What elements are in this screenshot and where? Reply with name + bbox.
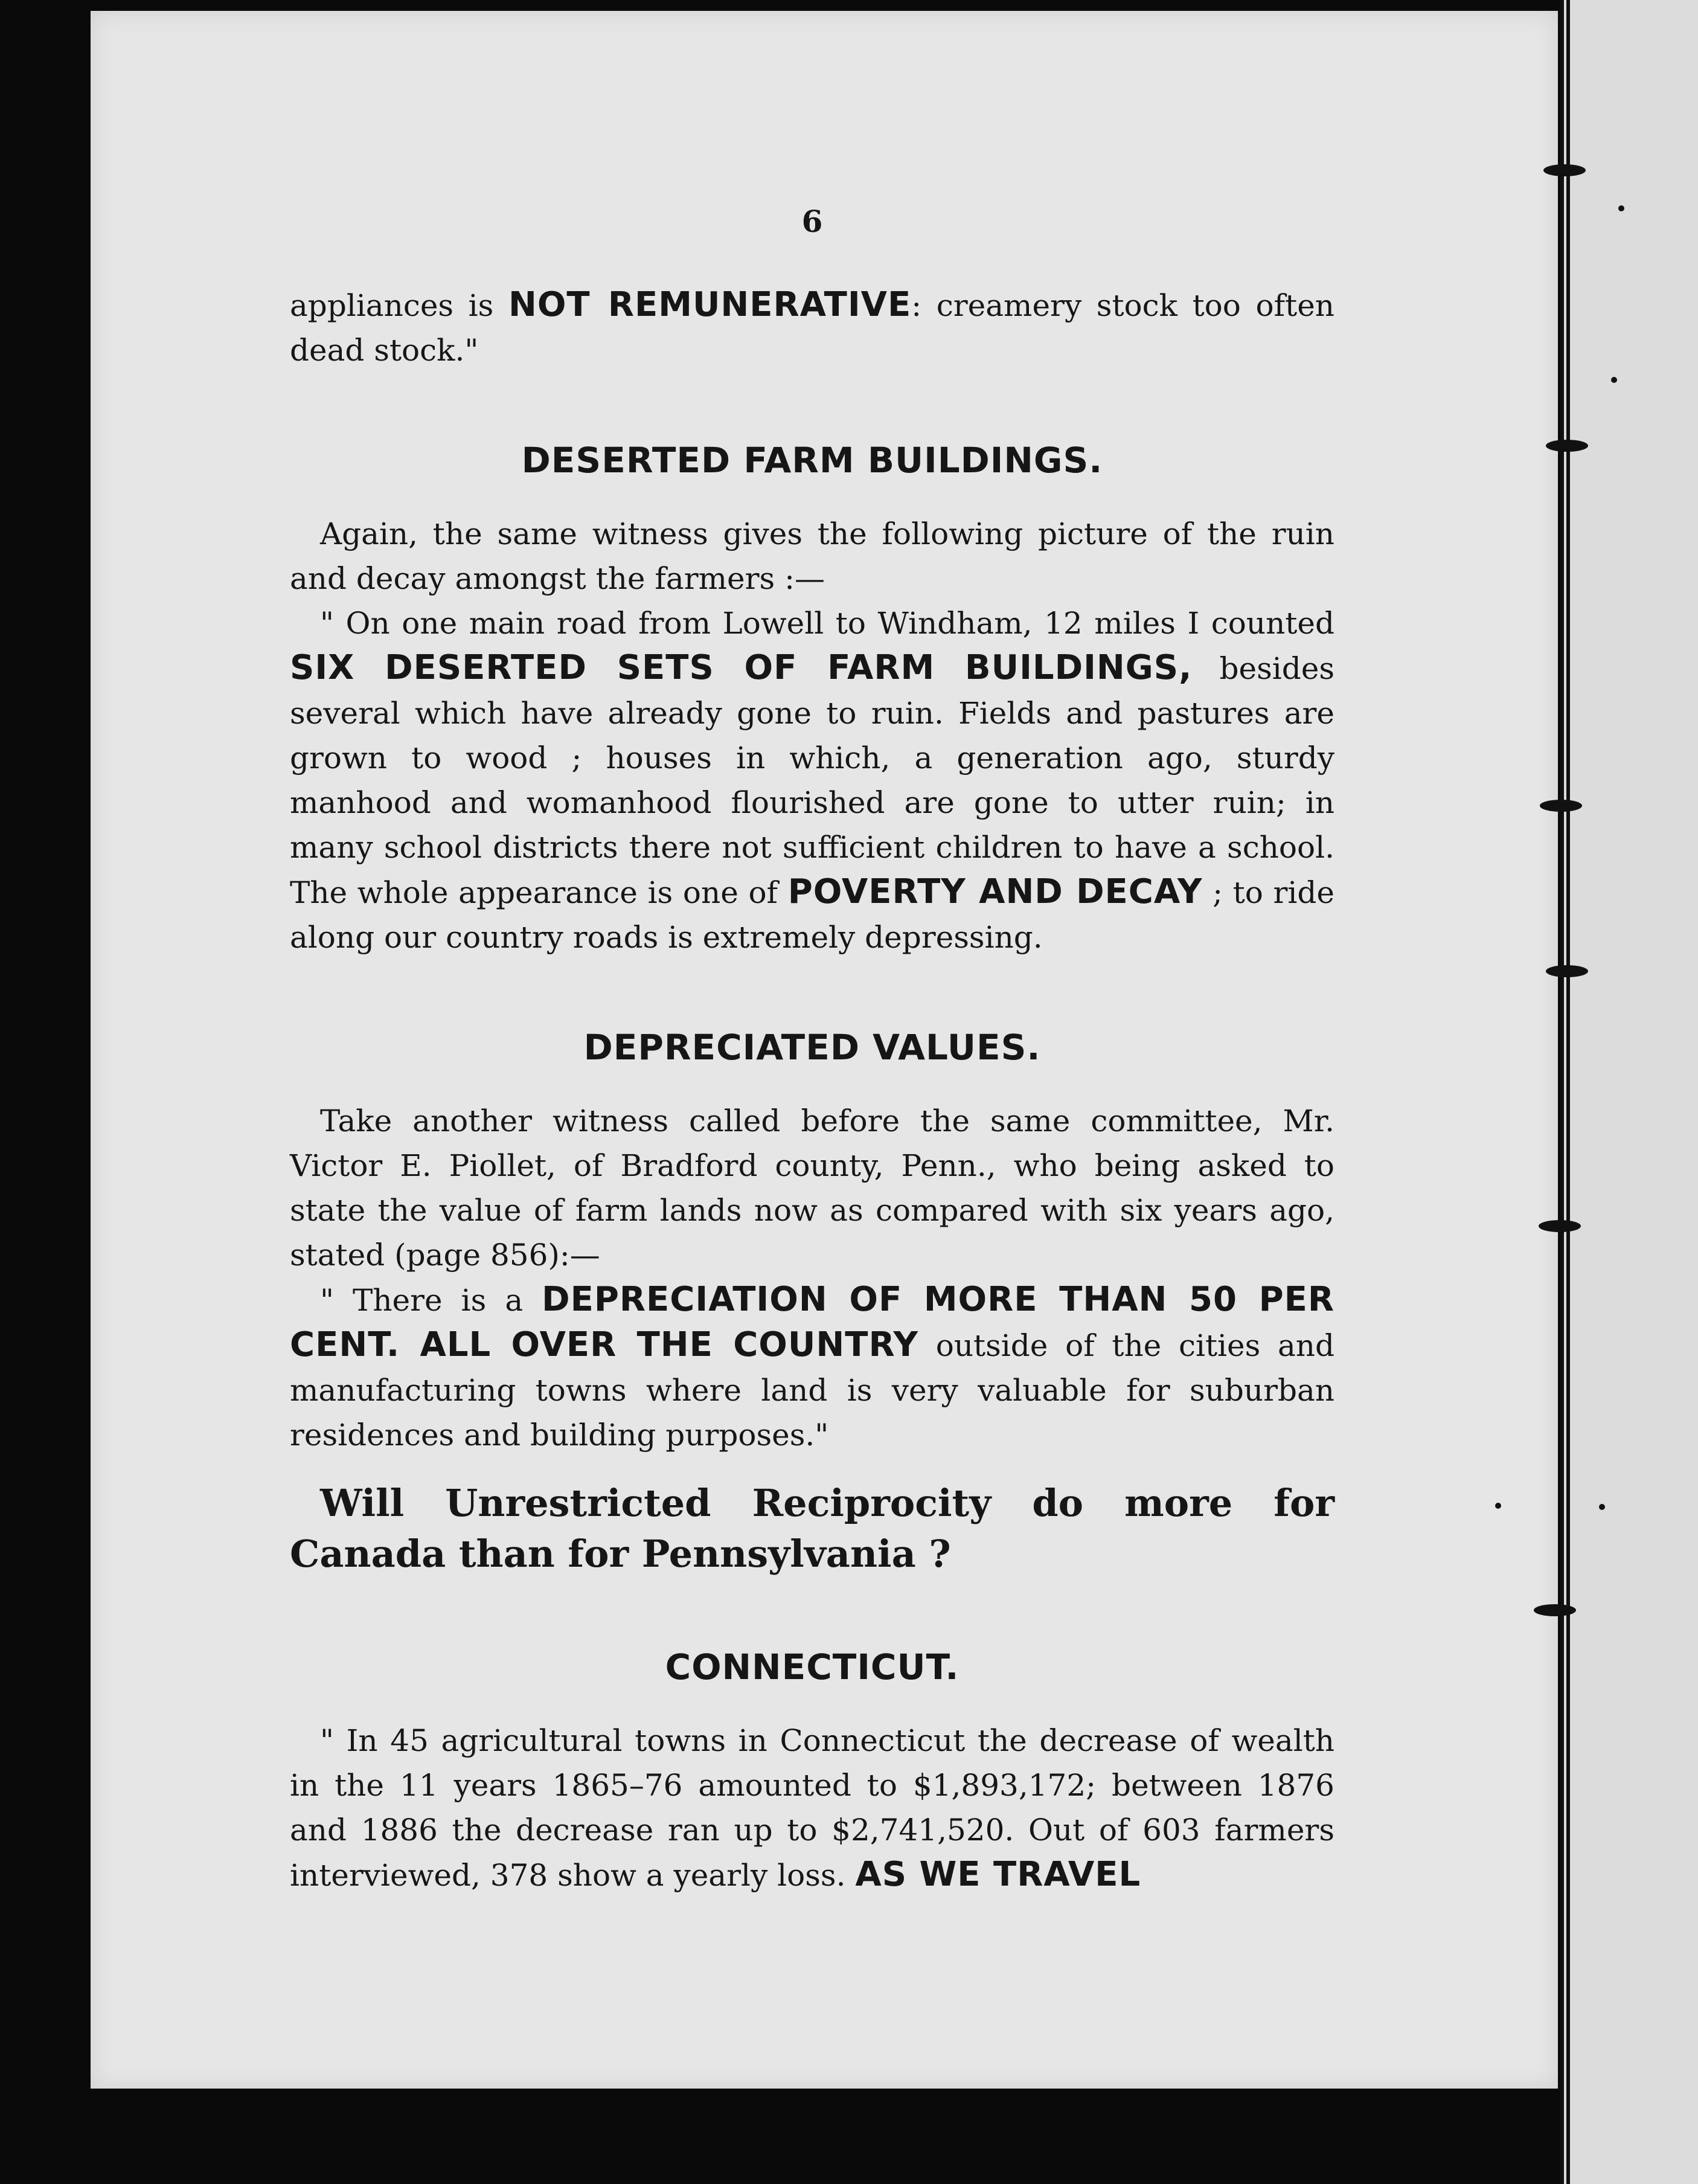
emphasis-not-remunerative: NOT REMUNERATIVE (508, 285, 912, 324)
paragraph-quote (290, 1277, 1334, 1457)
emphasis-depreciation: DEPRECIATION OF MORE THAN 50 PER CENT. ALL OVER THE COUNTRY (290, 1280, 1334, 1364)
quote-text: outside of the cities and manufacturing towns where land is very valuable for suburban residences and building purposes." (290, 1328, 1334, 1453)
page-text (290, 199, 1334, 1898)
speck (1495, 1503, 1501, 1509)
paragraph-connecticut (290, 1718, 1334, 1898)
heading-depreciated-values: DEPRECIATED VALUES. (583, 1027, 1041, 1068)
page-number: 6 (801, 204, 823, 239)
binding-mark (1540, 800, 1582, 812)
adjacent-page-edge (1563, 0, 1698, 2184)
top-paragraph (290, 283, 1334, 373)
binding-mark (1543, 164, 1586, 176)
quote-text: besides several which have already gone to ruin. Fields and pastures are grown to wood ; houses in which, a generation ago, sturdy manhood and womanhood flourished are gone to utter ruin; in many school districts there not sufficient children to have a school. The whole appearance is one of (290, 651, 1334, 910)
quote-text: ; to ride along our country roads is extremely depressing. (290, 875, 1334, 955)
quote-text: " There is a (320, 1283, 542, 1318)
connecticut-text: " In 45 agricultural towns in Connecticut the decrease of wealth in the 11 years 1865–76 amounted to $1,893,172; between 1876 and 1886 the decrease ran up to $2,741,520. Out of 603 farmers interviewed, 378 show a yearly loss. (290, 1723, 1334, 1893)
speck (1611, 377, 1617, 383)
binding-mark (1534, 1604, 1576, 1616)
question-reciprocity: Will Unrestricted Reciprocity do more for Canada than for Pennsylvania ? (290, 1481, 1334, 1576)
emphasis-poverty-decay: POVERTY AND DECAY (787, 872, 1203, 911)
speck (1618, 205, 1624, 211)
page-edge-line (1560, 0, 1564, 2184)
speck (1599, 1504, 1605, 1510)
paragraph-quote (290, 601, 1334, 960)
top-text-a: appliances is (290, 288, 508, 323)
binding-line (1566, 0, 1570, 2184)
emphasis-as-we-travel: AS WE TRAVEL (855, 1855, 1141, 1894)
emphasis-six-deserted: SIX DESERTED SETS OF FARM BUILDINGS, (290, 648, 1193, 687)
heading-deserted-farm-buildings: DESERTED FARM BUILDINGS. (521, 440, 1103, 481)
paragraph-intro: Take another witness called before the same committee, Mr. Victor E. Piollet, of Bradford county, Penn., who being asked to state the value of farm lands now as compared with six years ago, stated (page 856):— (290, 1103, 1334, 1273)
quote-text: " On one main road from Lowell to Windham, 12 miles I counted (320, 606, 1334, 641)
binding-mark (1546, 440, 1588, 452)
binding-mark (1546, 965, 1588, 977)
paragraph-intro: Again, the same witness gives the following picture of the ruin and decay amongst the farmers :— (290, 516, 1334, 596)
heading-connecticut: CONNECTICUT. (665, 1646, 960, 1688)
top-text-c: : creamery stock too often dead stock." (290, 288, 1334, 368)
binding-mark (1539, 1220, 1581, 1232)
